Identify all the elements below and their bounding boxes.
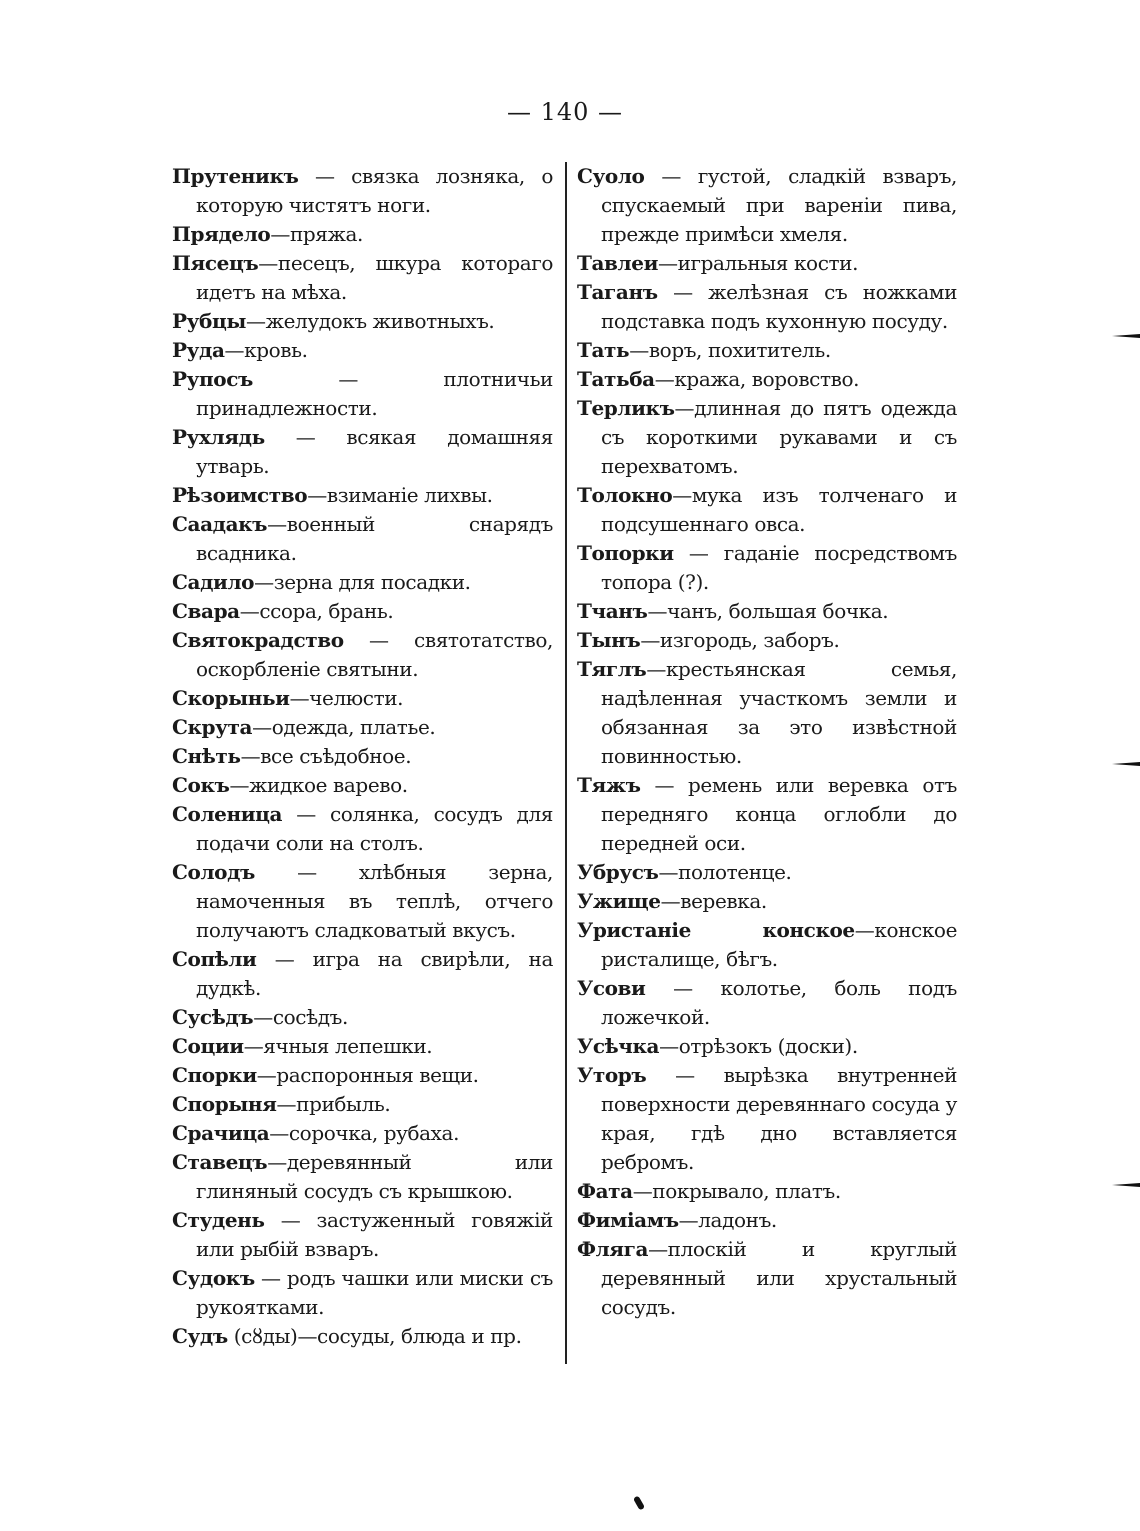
entry-definition: —жидкое варево.: [229, 773, 408, 797]
dictionary-entry: [172, 1119, 553, 1148]
entry-headword: Суоло: [577, 164, 645, 188]
entry-headword: Студень: [172, 1208, 265, 1232]
entry-definition: —зерна для посадки.: [254, 570, 471, 594]
entry-headword: Тынъ: [577, 628, 641, 652]
entry-definition: — желѣзная съ ножками подставка подъ кухонную посуду.: [601, 280, 957, 333]
entry-definition: —одежда, платье.: [252, 715, 436, 739]
dictionary-entry: [172, 800, 553, 858]
entry-headword: Святокрадство: [172, 628, 344, 652]
dictionary-entry: [577, 655, 957, 771]
entry-headword: Фиміамъ: [577, 1208, 679, 1232]
entry-headword: Толокно: [577, 483, 673, 507]
entry-definition: — святотатство, оскорбленіе святыни.: [196, 628, 553, 681]
dictionary-entry: [172, 684, 553, 713]
entry-definition: —длинная до пятъ одежда съ короткими рукавами и съ перехватомъ.: [601, 396, 957, 478]
entry-definition: — игра на свирѣли, на дудкѣ.: [196, 947, 553, 1000]
entry-definition: —воръ, похититель.: [629, 338, 831, 362]
dictionary-entry: [172, 945, 553, 1003]
entry-definition: — колотье, боль подъ ложечкой.: [601, 976, 957, 1029]
entry-headword: Снѣть: [172, 744, 241, 768]
entry-definition: —веревка.: [660, 889, 767, 913]
dictionary-entry: [172, 1322, 553, 1351]
entry-definition: —пряжа.: [270, 222, 363, 246]
entry-headword: Тяглъ: [577, 657, 647, 681]
dictionary-entry: [577, 249, 957, 278]
entry-definition: —ладонъ.: [678, 1208, 777, 1232]
dictionary-entry: [577, 481, 957, 539]
dictionary-entry: [172, 510, 553, 568]
dictionary-entry: [172, 742, 553, 771]
dictionary-entry: [172, 249, 553, 307]
edge-arrow-mark: [1112, 762, 1140, 766]
right-column: [577, 162, 957, 1322]
entry-headword: Татьба: [577, 367, 655, 391]
entry-headword: Свара: [172, 599, 240, 623]
dictionary-entry: [577, 394, 957, 481]
entry-headword: Рубцы: [172, 309, 247, 333]
scan-speck: [633, 1495, 645, 1510]
dictionary-entry: [172, 1148, 553, 1206]
entry-headword: Спорки: [172, 1063, 257, 1087]
entry-headword: Сокъ: [172, 773, 230, 797]
entry-definition: —желудокъ животныхъ.: [246, 309, 495, 333]
entry-definition: —покрывало, платъ.: [632, 1179, 841, 1203]
entry-definition: —крестьянская семья, надѣленная участкомъ земли и обязанная за это извѣстной повинностью.: [601, 657, 957, 768]
dictionary-entry: [577, 916, 957, 974]
edge-arrow-mark: [1112, 334, 1140, 338]
entry-definition: — солянка, сосудъ для подачи соли на столъ.: [196, 802, 553, 855]
entry-headword: Тавлеи: [577, 251, 658, 275]
entry-definition: — всякая домашняя утварь.: [196, 425, 553, 478]
entry-definition: — ремень или веревка отъ передняго конца оглобли до передней оси.: [601, 773, 957, 855]
entry-headword: Фляга: [577, 1237, 649, 1261]
dictionary-entry: [172, 481, 553, 510]
entry-definition: — густой, сладкій взваръ, спускаемый при вареніи пива, прежде примѣси хмеля.: [601, 164, 957, 246]
entry-headword: Топорки: [577, 541, 674, 565]
dictionary-entry: [577, 162, 957, 249]
entry-definition: —чанъ, большая бочка.: [647, 599, 889, 623]
dictionary-entry: [172, 1264, 553, 1322]
dictionary-entry: [172, 1206, 553, 1264]
dictionary-entry: [172, 771, 553, 800]
dictionary-entry: [577, 1206, 957, 1235]
entry-definition: (сȣды)—сосуды, блюда и пр.: [227, 1324, 522, 1348]
entry-definition: —кража, воровство.: [654, 367, 860, 391]
entry-headword: Фата: [577, 1179, 633, 1203]
dictionary-entry: [172, 568, 553, 597]
entry-headword: Соции: [172, 1034, 244, 1058]
entry-headword: Убрусъ: [577, 860, 659, 884]
dictionary-entry: [172, 597, 553, 626]
entry-definition: — вырѣзка внутренней поверхности деревяннаго сосуда у края, гдѣ дно вставляется ребромъ.: [601, 1063, 957, 1174]
dictionary-entry: [172, 1003, 553, 1032]
entry-definition: —сорочка, рубаха.: [269, 1121, 460, 1145]
entry-definition: — хлѣбныя зерна, намоченныя въ теплѣ, отчего получаютъ сладковатый вкусъ.: [196, 860, 553, 942]
dictionary-entry: [577, 539, 957, 597]
left-column: [172, 162, 553, 1351]
entry-headword: Сопѣли: [172, 947, 257, 971]
entry-definition: — родъ чашки или миски съ рукоятками.: [196, 1266, 553, 1319]
dictionary-entry: [577, 365, 957, 394]
entry-definition: —военный снарядъ всадника.: [196, 512, 553, 565]
entry-definition: —распоронныя вещи.: [256, 1063, 479, 1087]
dictionary-entry: [172, 626, 553, 684]
entry-definition: —ссора, брань.: [239, 599, 394, 623]
entry-headword: Усѣчка: [577, 1034, 660, 1058]
dictionary-entry: [577, 858, 957, 887]
entry-headword: Уристаніе конское: [577, 918, 855, 942]
dictionary-entry: [577, 278, 957, 336]
entry-headword: Срачица: [172, 1121, 270, 1145]
entry-headword: Ставецъ: [172, 1150, 268, 1174]
entry-headword: Пясецъ: [172, 251, 259, 275]
dictionary-entry: [577, 597, 957, 626]
entry-definition: —изгородь, заборъ.: [640, 628, 840, 652]
entry-headword: Рупосъ: [172, 367, 253, 391]
dictionary-entry: [172, 365, 553, 423]
entry-definition: — гаданіе посредствомъ топора (?).: [601, 541, 957, 594]
entry-definition: —игральныя кости.: [658, 251, 859, 275]
entry-headword: Судъ: [172, 1324, 228, 1348]
entry-headword: Рухлядь: [172, 425, 265, 449]
entry-headword: Саадакъ: [172, 512, 268, 536]
dictionary-entry: [172, 1032, 553, 1061]
entry-headword: Скорыньи: [172, 686, 290, 710]
entry-headword: Таганъ: [577, 280, 658, 304]
page-number: — 140 —: [506, 98, 624, 126]
dictionary-entry: [172, 423, 553, 481]
dictionary-entry: [577, 887, 957, 916]
dictionary-entry: [172, 1061, 553, 1090]
entry-headword: Терликъ: [577, 396, 675, 420]
entry-headword: Рѣзоимство: [172, 483, 308, 507]
entry-definition: — застуженный говяжій или рыбій взваръ.: [196, 1208, 553, 1261]
entry-definition: — плотничьи принадлежности.: [196, 367, 553, 420]
dictionary-entry: [172, 713, 553, 742]
dictionary-entry: [172, 336, 553, 365]
dictionary-entry: [577, 974, 957, 1032]
entry-headword: Ужище: [577, 889, 661, 913]
entry-headword: Соленица: [172, 802, 283, 826]
entry-headword: Прутеникъ: [172, 164, 299, 188]
entry-definition: —кровь.: [224, 338, 308, 362]
dictionary-entry: [172, 858, 553, 945]
entry-headword: Прядело: [172, 222, 271, 246]
dictionary-entry: [172, 1090, 553, 1119]
dictionary-entry: [577, 1032, 957, 1061]
dictionary-entry: [172, 162, 553, 220]
entry-headword: Усови: [577, 976, 646, 1000]
entry-definition: —все съѣдобное.: [240, 744, 412, 768]
entry-definition: —прибыль.: [276, 1092, 391, 1116]
entry-headword: Тчанъ: [577, 599, 648, 623]
dictionary-entry: [577, 626, 957, 655]
entry-headword: Спорыня: [172, 1092, 277, 1116]
entry-headword: Тяжъ: [577, 773, 641, 797]
entry-headword: Скрута: [172, 715, 253, 739]
entry-headword: Тать: [577, 338, 630, 362]
edge-arrow-mark: [1112, 1183, 1140, 1187]
dictionary-entry: [577, 1061, 957, 1177]
entry-headword: Садило: [172, 570, 255, 594]
entry-definition: — связка лозняка, о которую чистятъ ноги.: [196, 164, 553, 217]
entry-definition: —конское ристалище, бѣгъ.: [601, 918, 957, 971]
dictionary-entry: [172, 307, 553, 336]
entry-headword: Судокъ: [172, 1266, 255, 1290]
entry-headword: Сусѣдъ: [172, 1005, 254, 1029]
entry-definition: —деревянный или глиняный сосудъ съ крышкою.: [196, 1150, 553, 1203]
entry-headword: Солодъ: [172, 860, 255, 884]
entry-definition: —ячныя лепешки.: [243, 1034, 433, 1058]
entry-definition: —полотенце.: [658, 860, 792, 884]
entry-definition: —мука изъ толченаго и подсушеннаго овса.: [601, 483, 957, 536]
entry-headword: Уторъ: [577, 1063, 647, 1087]
dictionary-entry: [577, 771, 957, 858]
entry-headword: Руда: [172, 338, 225, 362]
entry-definition: —песецъ, шкура котораго идетъ на мѣха.: [196, 251, 553, 304]
entry-definition: —сосѣдъ.: [253, 1005, 348, 1029]
entry-definition: —отрѣзокъ (доски).: [659, 1034, 858, 1058]
dictionary-entry: [577, 336, 957, 365]
dictionary-entry: [577, 1177, 957, 1206]
dictionary-entry: [172, 220, 553, 249]
column-divider: [565, 162, 567, 1364]
entry-definition: —челюсти.: [289, 686, 404, 710]
dictionary-entry: [577, 1235, 957, 1322]
entry-definition: —плоскій и круглый деревянный или хрустальный сосудъ.: [601, 1237, 957, 1319]
entry-definition: —взиманіе лихвы.: [307, 483, 493, 507]
